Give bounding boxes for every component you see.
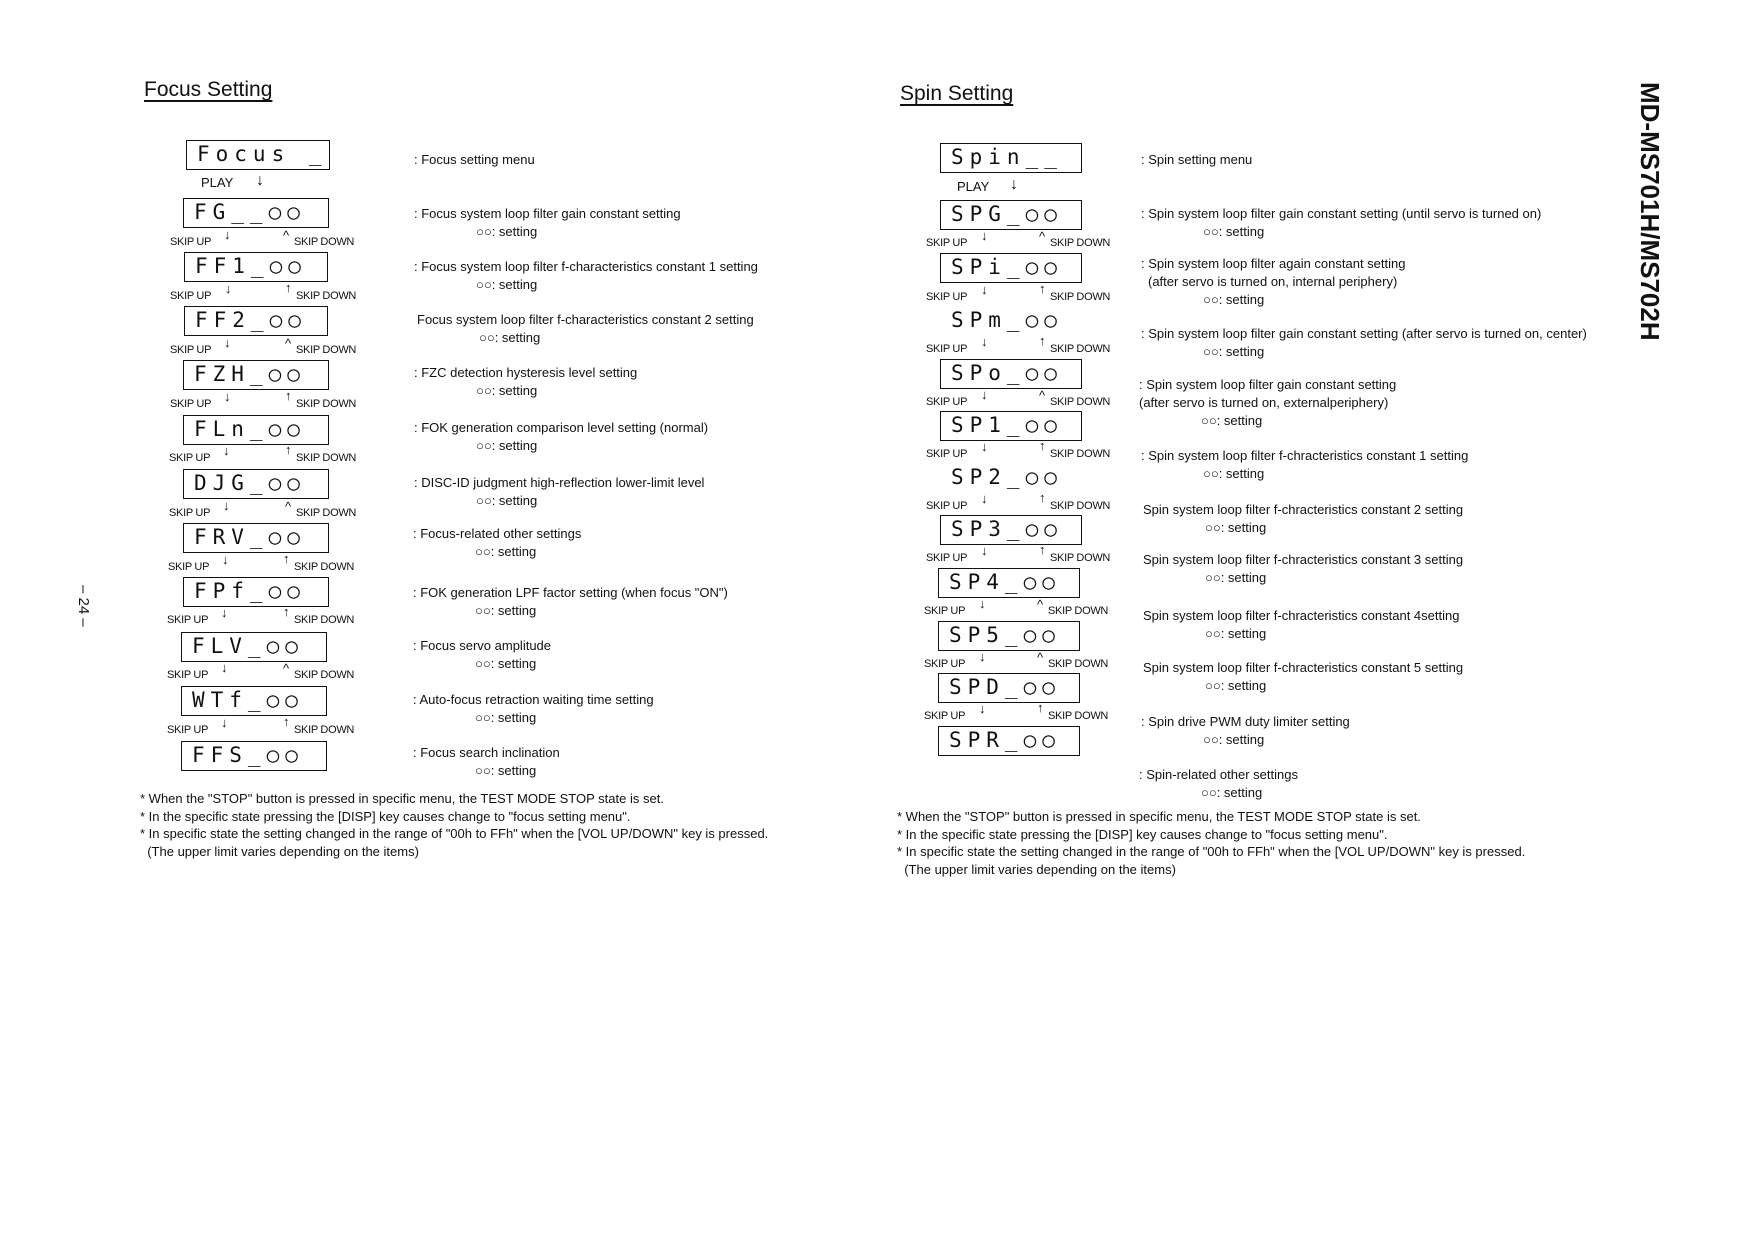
down-arrow-icon: ↓: [979, 701, 986, 716]
skip-up-label: SKIP UP: [926, 291, 968, 303]
up-arrow-icon: ^: [283, 228, 289, 243]
spin-display-5: SP1_○○: [940, 411, 1082, 441]
down-arrow-icon: ↓: [979, 649, 986, 664]
down-arrow-icon: ↓: [222, 552, 229, 567]
desc-sub: ○○: setting: [1205, 678, 1267, 693]
focus-desc-4: [414, 364, 637, 400]
focus-notes: [140, 790, 768, 860]
page-number: – 24 –: [75, 585, 92, 627]
up-arrow-icon: ↑: [1039, 542, 1046, 557]
desc-sub: ○○: setting: [1203, 224, 1265, 239]
note-line: * In the specific state pressing the [DISP] key causes change to "focus setting menu".: [897, 826, 1388, 842]
spin-display-8: SP4_○○: [938, 568, 1080, 598]
model-number: MD-MS701H/MS702H: [1635, 82, 1665, 341]
desc-main: : DISC-ID judgment high-reflection lower-limit level: [414, 475, 705, 490]
desc-sub: ○○: setting: [475, 656, 537, 671]
focus-desc-2: [414, 258, 758, 294]
desc-sub: ○○: setting: [476, 277, 538, 292]
skip-up-label: SKIP UP: [167, 669, 209, 681]
focus-desc-11: [413, 744, 560, 780]
down-arrow-icon: ↓: [979, 596, 986, 611]
desc-main: : Spin drive PWM duty limiter setting: [1141, 714, 1350, 729]
skip-up-label: SKIP UP: [169, 507, 211, 519]
down-arrow-icon: ↓: [981, 543, 988, 558]
desc-main: Spin system loop filter f-chracteristics constant 5 setting: [1143, 660, 1464, 675]
desc-main: : FOK generation LPF factor setting (when focus "ON"): [413, 585, 728, 600]
desc-sub: ○○: setting: [1205, 520, 1267, 535]
desc-sub: ○○: setting: [1201, 785, 1263, 800]
up-arrow-icon: ↑: [1039, 438, 1046, 453]
spin-display-1: SPG_○○: [940, 200, 1082, 230]
skip-up-label: SKIP UP: [926, 343, 968, 355]
focus-desc-10: [413, 691, 654, 727]
skip-up-label: SKIP UP: [170, 344, 212, 356]
skip-down-label: SKIP DOWN: [294, 669, 355, 681]
skip-down-label: SKIP DOWN: [1050, 343, 1111, 355]
focus-display-7: FRV_○○: [183, 523, 329, 553]
skip-up-label: SKIP UP: [926, 500, 968, 512]
note-line: (The upper limit varies depending on the items): [897, 861, 1176, 877]
desc-sub: ○○: setting: [476, 438, 538, 453]
desc-sub: ○○: setting: [475, 763, 537, 778]
desc-main: : Spin setting menu: [1141, 152, 1253, 167]
spin-desc-0: [1141, 151, 1252, 169]
desc-sub: ○○: setting: [1205, 570, 1267, 585]
spin-desc-2: [1141, 255, 1405, 309]
skip-down-label: SKIP DOWN: [296, 398, 357, 410]
desc-sub: ○○: setting: [1203, 732, 1265, 747]
spin-notes: [897, 808, 1525, 878]
desc-main: : Focus system loop filter f-characteristics constant 1 setting: [414, 259, 758, 274]
desc-main: : Spin system loop filter again constant setting: [1141, 256, 1406, 271]
down-arrow-icon: ↓: [981, 387, 988, 402]
desc-sub: ○○: setting: [475, 710, 537, 725]
skip-up-label: SKIP UP: [926, 448, 968, 460]
note-line: * When the "STOP" button is pressed in specific menu, the TEST MODE STOP state is set.: [140, 791, 664, 806]
down-arrow-icon: ↓: [225, 281, 232, 296]
down-arrow-icon: ↓: [221, 715, 228, 730]
skip-up-label: SKIP UP: [168, 561, 210, 573]
desc-sub: ○○: setting: [1203, 292, 1265, 307]
focus-display-3: FF2_○○: [184, 306, 328, 336]
skip-up-label: SKIP UP: [169, 452, 211, 464]
desc-main: : Focus setting menu: [414, 152, 535, 167]
spin-display-2: SPi_○○: [940, 253, 1082, 283]
up-arrow-icon: ↑: [1039, 490, 1046, 505]
spin-desc-9: [1143, 659, 1463, 695]
skip-down-label: SKIP DOWN: [296, 507, 357, 519]
up-arrow-icon: ↑: [1039, 281, 1046, 296]
spin-display-0: Spin__: [940, 143, 1082, 173]
focus-play-label: PLAY: [201, 175, 234, 190]
note-line: * In specific state the setting changed in the range of "00h to FFh" when the [VOL UP/DOWN" key is pressed.: [897, 844, 1526, 859]
down-arrow-icon: ↓: [981, 334, 988, 349]
focus-desc-0: [414, 151, 535, 169]
skip-down-label: SKIP DOWN: [296, 290, 357, 302]
spin-desc-10: [1141, 713, 1350, 749]
desc-sub: ○○: setting: [476, 493, 538, 508]
desc-main: : Focus search inclination: [413, 745, 560, 760]
down-arrow-icon: ↓: [981, 282, 988, 297]
desc-note: (after servo is turned on, externalperiphery): [1139, 395, 1389, 410]
up-arrow-icon: ^: [285, 499, 291, 514]
focus-desc-3: [417, 311, 754, 347]
desc-main: Focus system loop filter f-characteristics constant 2 setting: [417, 312, 754, 327]
up-arrow-icon: ^: [285, 336, 291, 351]
spin-display-11: SPR_○○: [938, 726, 1080, 756]
skip-down-label: SKIP DOWN: [1050, 448, 1111, 460]
desc-main: : Spin system loop filter gain constant setting: [1139, 377, 1397, 392]
skip-up-label: SKIP UP: [170, 398, 212, 410]
skip-up-label: SKIP UP: [167, 614, 209, 626]
desc-sub: ○○: setting: [1203, 466, 1265, 481]
spin-desc-11: [1139, 766, 1298, 802]
up-arrow-icon: ^: [1037, 597, 1043, 612]
spin-desc-4: [1139, 376, 1396, 430]
spin-desc-3: [1141, 325, 1587, 361]
focus-desc-7: [413, 525, 581, 561]
up-arrow-icon: ↑: [1039, 333, 1046, 348]
down-arrow-icon: ↓: [981, 491, 988, 506]
down-arrow-icon: ↓: [221, 660, 228, 675]
skip-up-label: SKIP UP: [170, 290, 212, 302]
desc-note: (after servo is turned on, internal periphery): [1148, 274, 1398, 289]
spin-desc-8: [1143, 607, 1459, 643]
skip-down-label: SKIP DOWN: [294, 614, 355, 626]
skip-down-label: SKIP DOWN: [1048, 605, 1109, 617]
down-arrow-icon: ↓: [224, 389, 231, 404]
focus-display-4: FZH_○○: [183, 360, 329, 390]
skip-up-label: SKIP UP: [926, 552, 968, 564]
up-arrow-icon: ↑: [1037, 700, 1044, 715]
spin-desc-1: [1141, 205, 1541, 241]
spin-display-6: SP2_○○: [951, 465, 1063, 489]
spin-desc-7: [1143, 551, 1463, 587]
skip-down-label: SKIP DOWN: [1048, 710, 1109, 722]
up-arrow-icon: ↑: [283, 551, 290, 566]
desc-main: Spin system loop filter f-chracteristics constant 3 setting: [1143, 552, 1464, 567]
skip-down-label: SKIP DOWN: [1050, 500, 1111, 512]
desc-main: : Spin-related other settings: [1139, 767, 1298, 782]
note-line: (The upper limit varies depending on the items): [140, 843, 419, 859]
up-arrow-icon: ↑: [285, 388, 292, 403]
skip-up-label: SKIP UP: [924, 710, 966, 722]
spin-display-10: SPD_○○: [938, 673, 1080, 703]
desc-main: Spin system loop filter f-chracteristics constant 4setting: [1143, 608, 1460, 623]
desc-main: : Focus system loop filter gain constant setting: [414, 206, 681, 221]
down-arrow-icon: ↓: [224, 335, 231, 350]
note-line: * In the specific state pressing the [DISP] key causes change to "focus setting menu".: [140, 808, 631, 824]
desc-sub: ○○: setting: [476, 383, 538, 398]
focus-display-5: FLn_○○: [183, 415, 329, 445]
note-line: * When the "STOP" button is pressed in specific menu, the TEST MODE STOP state is set.: [897, 809, 1421, 824]
spin-display-7: SP3_○○: [940, 515, 1082, 545]
desc-main: : Spin system loop filter gain constant setting (after servo is turned on, center): [1141, 326, 1587, 341]
focus-title: Focus Setting: [144, 78, 273, 101]
focus-display-11: FFS_○○: [181, 741, 327, 771]
skip-down-label: SKIP DOWN: [1048, 658, 1109, 670]
desc-sub: ○○: setting: [479, 330, 541, 345]
focus-desc-9: [413, 637, 551, 673]
down-arrow-icon: ↓: [221, 605, 228, 620]
down-arrow-icon: ↓: [981, 228, 988, 243]
spin-play-label: PLAY: [957, 179, 990, 194]
spin-display-9: SP5_○○: [938, 621, 1080, 651]
skip-up-label: SKIP UP: [926, 237, 968, 249]
skip-down-label: SKIP DOWN: [1050, 552, 1111, 564]
desc-sub: ○○: setting: [475, 603, 537, 618]
skip-up-label: SKIP UP: [924, 605, 966, 617]
focus-display-8: FPf_○○: [183, 577, 329, 607]
down-arrow-icon: ↓: [256, 172, 264, 189]
focus-desc-6: [414, 474, 704, 510]
skip-up-label: SKIP UP: [926, 396, 968, 408]
up-arrow-icon: ^: [1039, 388, 1045, 403]
down-arrow-icon: ↓: [223, 498, 230, 513]
skip-down-label: SKIP DOWN: [294, 236, 355, 248]
note-line: * In specific state the setting changed in the range of "00h to FFh" when the [VOL UP/DOWN" key is pressed.: [140, 826, 769, 841]
focus-desc-5: [414, 419, 708, 455]
spin-display-3: SPm_○○: [951, 308, 1063, 332]
down-arrow-icon: ↓: [224, 227, 231, 242]
desc-sub: ○○: setting: [1201, 413, 1263, 428]
skip-down-label: SKIP DOWN: [294, 724, 355, 736]
focus-display-1: FG__○○: [183, 198, 329, 228]
up-arrow-icon: ↑: [283, 604, 290, 619]
focus-display-9: FLV_○○: [181, 632, 327, 662]
desc-main: : FOK generation comparison level setting (normal): [414, 420, 709, 435]
desc-main: : Focus-related other settings: [413, 526, 582, 541]
desc-main: : Focus servo amplitude: [413, 638, 552, 653]
skip-down-label: SKIP DOWN: [294, 561, 355, 573]
skip-down-label: SKIP DOWN: [1050, 291, 1111, 303]
desc-sub: ○○: setting: [1205, 626, 1267, 641]
desc-main: : Spin system loop filter gain constant setting (until servo is turned on): [1141, 206, 1542, 221]
desc-main: : FZC detection hysteresis level setting: [414, 365, 638, 380]
spin-title: Spin Setting: [900, 82, 1014, 105]
skip-down-label: SKIP DOWN: [296, 452, 357, 464]
desc-sub: ○○: setting: [475, 544, 537, 559]
desc-sub: ○○: setting: [1203, 344, 1265, 359]
focus-desc-8: [413, 584, 728, 620]
up-arrow-icon: ^: [1039, 229, 1045, 244]
desc-main: Spin system loop filter f-chracteristics constant 2 setting: [1143, 502, 1464, 517]
skip-up-label: SKIP UP: [167, 724, 209, 736]
skip-down-label: SKIP DOWN: [1050, 396, 1111, 408]
desc-sub: ○○: setting: [476, 224, 538, 239]
skip-down-label: SKIP DOWN: [296, 344, 357, 356]
skip-up-label: SKIP UP: [170, 236, 212, 248]
focus-display-2: FF1_○○: [184, 252, 328, 282]
spin-display-4: SPo_○○: [940, 359, 1082, 389]
spin-desc-6: [1143, 501, 1463, 537]
focus-display-6: DJG_○○: [183, 469, 329, 499]
spin-desc-5: [1141, 447, 1468, 483]
down-arrow-icon: ↓: [223, 443, 230, 458]
focus-display-10: WTf_○○: [181, 686, 327, 716]
skip-up-label: SKIP UP: [924, 658, 966, 670]
down-arrow-icon: ↓: [981, 439, 988, 454]
down-arrow-icon: ↓: [1010, 176, 1018, 193]
up-arrow-icon: ↑: [285, 442, 292, 457]
desc-main: : Spin system loop filter f-chracteristics constant 1 setting: [1141, 448, 1469, 463]
skip-down-label: SKIP DOWN: [1050, 237, 1111, 249]
focus-display-0: Focus _: [186, 140, 330, 170]
up-arrow-icon: ↑: [285, 280, 292, 295]
up-arrow-icon: ^: [1037, 650, 1043, 665]
desc-main: : Auto-focus retraction waiting time setting: [413, 692, 654, 707]
up-arrow-icon: ↑: [283, 714, 290, 729]
up-arrow-icon: ^: [283, 661, 289, 676]
focus-desc-1: [414, 205, 681, 241]
